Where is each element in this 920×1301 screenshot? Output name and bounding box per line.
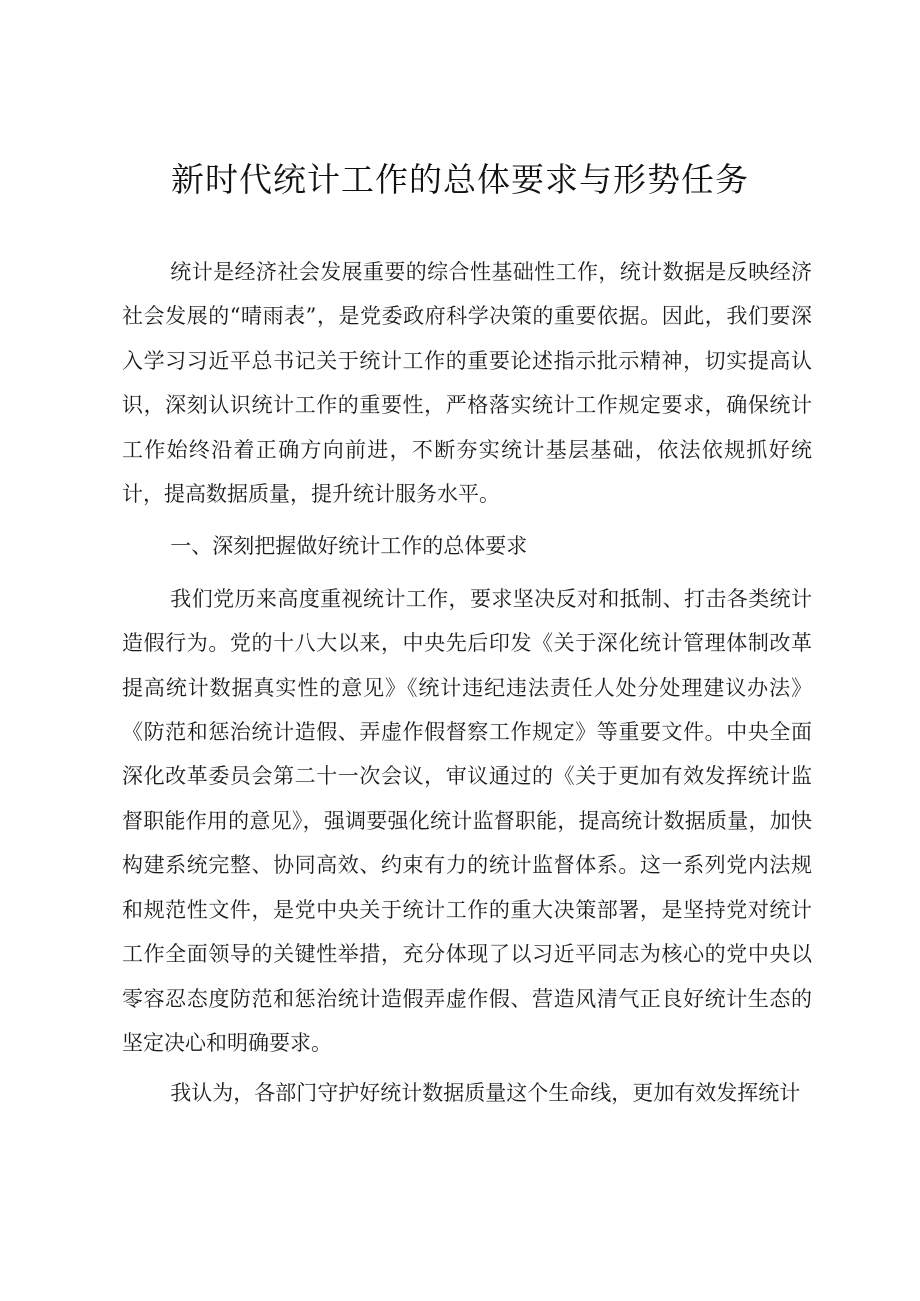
paragraph-intro: 统计是经济社会发展重要的综合性基础性工作，统计数据是反映经济社会发展的“晴雨表”，是党委政府科学决策的重要依据。因此，我们要深入学习习近平总书记关于统计工作的重要论述指示批示精神，切实提高认识，深刻认识统计工作的重要性，严格落实统计工作规定要求，确保统计工作始终沿着正确方向前进，不断夯实统计基层基础，依法依规抓好统计，提高数据质量，提升统计服务水平。 <box>122 260 812 507</box>
section-heading: 一、深刻把握做好统计工作的总体要求 <box>170 534 528 559</box>
document-body <box>122 250 812 1116</box>
paragraph-opinion: 我认为，各部门守护好统计数据质量这个生命线，更加有效发挥统计 <box>170 1081 801 1106</box>
paragraph-history: 我们党历来高度重视统计工作，要求坚决反对和抵制、打击各类统计造假行为。党的十八大以来，中央先后印发《关于深化统计管理体制改革提高统计数据真实性的意见》《统计违纪违法责任人处分处理建议办法》《防范和惩治统计造假、弄虚作假督察工作规定》等重要文件。中央全面深化改革委员会第二十一次会议，审议通过的《关于更加有效发挥统计监督职能作用的意见》，强调要强化统计监督职能，提高统计数据质量，加快构建系统完整、协同高效、约束有力的统计监督体系。这一系列党内法规和规范性文件，是党中央关于统计工作的重大决策部署，是坚持党对统计工作全面领导的关键性举措，充分体现了以习近平同志为核心的党中央以零容忍态度防范和惩治统计造假弄虚作假、营造风清气正良好统计生态的坚定决心和明确要求。 <box>122 586 812 1055</box>
document-title: 新时代统计工作的总体要求与形势任务 <box>171 160 749 199</box>
